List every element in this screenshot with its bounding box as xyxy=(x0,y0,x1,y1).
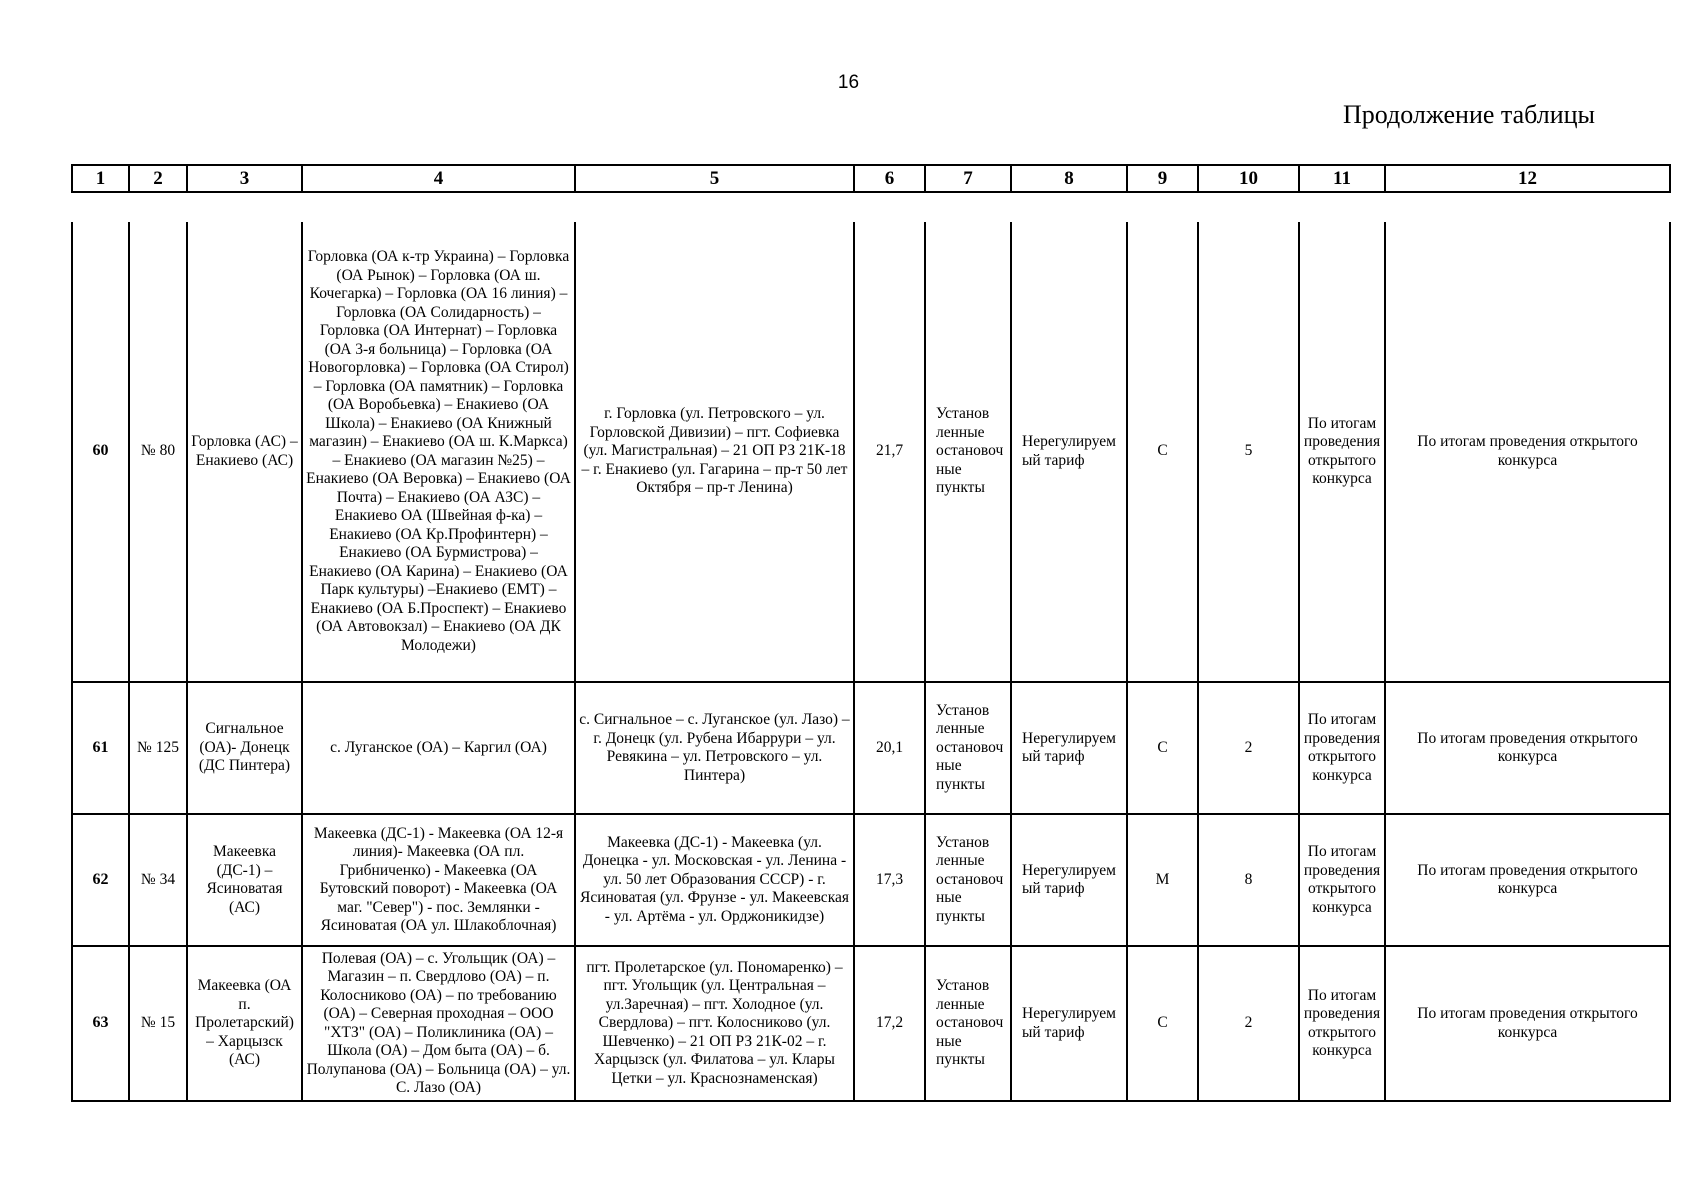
intermediate-stops: с. Луганское (ОА) – Каргил (ОА) xyxy=(302,682,575,814)
route-length: 21,7 xyxy=(854,222,925,682)
routes-table xyxy=(71,222,1671,1102)
table-row xyxy=(72,946,1670,1101)
route-streets: г. Горловка (ул. Петровского – ул. Горловской Дивизии) – пгт. Софиевка (ул. Магистральная) – 21 ОП РЗ 21К-18 – г. Енакиево (ул. Гагарина – пр-т 50 лет Октября – пр-т Ленина) xyxy=(575,222,854,682)
route-endpoints: Сигнальное (ОА)- Донецк (ДС Пинтера) xyxy=(187,682,302,814)
column-number: 10 xyxy=(1198,165,1299,192)
boarding-procedure: Установ ленные остановочные пункты xyxy=(925,222,1011,682)
route-streets: Макеевка (ДС-1) - Макеевка (ул. Донецка - ул. Московская - ул. Ленина - ул. 50 лет Образования СССР) - г. Ясиноватая (ул. Фрунзе - ул. Макеевская - ул. Артёма - ул. Орджоникидзе) xyxy=(575,814,854,946)
route-streets: пгт. Пролетарское (ул. Пономаренко) – пгт. Угольщик (ул. Центральная – ул.Заречная) – пгт. Холодное (ул. Свердлова) – пгт. Колосниково (ул. Шевченко) – 21 ОП РЗ 21К-02 – г. Харцызск (ул. Филатова – ул. Клары Цетки – ул. Краснознаменская) xyxy=(575,946,854,1101)
route-number: № 80 xyxy=(129,222,187,682)
column-number: 2 xyxy=(129,165,187,192)
intermediate-stops: Полевая (ОА) – с. Угольщик (ОА) – Магазин – п. Свердлово (ОА) – п. Колосниково (ОА) – по требованию (ОА) – Северная проходная – ООО "ХТЗ" (ОА) – Поликлиника (ОА) – Школа (ОА) – Дом быта (ОА) – б. Полупанова (ОА) – Больница (ОА) – ул. С. Лазо (ОА) xyxy=(302,946,575,1101)
table-row xyxy=(72,814,1670,946)
start-date: По итогам проведения открытого конкурса xyxy=(1299,222,1385,682)
start-date: По итогам проведения открытого конкурса xyxy=(1299,814,1385,946)
table-column-numbers xyxy=(71,164,1671,193)
tariff-type: Нерегулируемый тариф xyxy=(1011,682,1127,814)
column-number: 6 xyxy=(854,165,925,192)
route-number: № 34 xyxy=(129,814,187,946)
column-number: 8 xyxy=(1011,165,1127,192)
table-row xyxy=(72,222,1670,682)
vehicle-count: 2 xyxy=(1198,946,1299,1101)
column-number: 4 xyxy=(302,165,575,192)
column-number: 7 xyxy=(925,165,1011,192)
vehicle-class: С xyxy=(1127,222,1198,682)
route-length: 17,2 xyxy=(854,946,925,1101)
route-length: 20,1 xyxy=(854,682,925,814)
vehicle-count: 8 xyxy=(1198,814,1299,946)
route-streets: с. Сигнальное – с. Луганское (ул. Лазо) – г. Донецк (ул. Рубена Ибаррури – ул. Ревякина – ул. Петровского – ул. Пинтера) xyxy=(575,682,854,814)
tariff-type: Нерегулируемый тариф xyxy=(1011,946,1127,1101)
route-number: № 125 xyxy=(129,682,187,814)
carrier-info: По итогам проведения открытого конкурса xyxy=(1385,222,1670,682)
start-date: По итогам проведения открытого конкурса xyxy=(1299,682,1385,814)
route-length: 17,3 xyxy=(854,814,925,946)
column-number: 12 xyxy=(1385,165,1670,192)
vehicle-class: С xyxy=(1127,946,1198,1101)
intermediate-stops: Горловка (ОА к-тр Украина) – Горловка (ОА Рынок) – Горловка (ОА ш. Кочегарка) – Горловка (ОА 16 линия) – Горловка (ОА Солидарность) – Горловка (ОА Интернат) – Горловка (ОА 3-я больница) – Горловка (ОА Новогорловка) – Горловка (ОА Стирол) – Горловка (ОА памятник) – Горловка (ОА Воробьевка) – Енакиево (ОА Школа) – Енакиево (ОА Книжный магазин) – Енакиево (ОА ш. К.Маркса) – Енакиево (ОА магазин №25) – Енакиево (ОА Веровка) – Енакиево (ОА Почта) – Енакиево (ОА АЗС) – Енакиево ОА (Швейная ф-ка) – Енакиево (ОА Кр.Профинтерн) – Енакиево (ОА Бурмистрова) – Енакиево (ОА Карина) – Енакиево (ОА Парк культуры) –Енакиево (ЕМТ) – Енакиево (ОА Б.Проспект) – Енакиево (ОА Автовокзал) – Енакиево (ОА ДК Молодежи) xyxy=(302,222,575,682)
row-number: 63 xyxy=(72,946,129,1101)
header-row xyxy=(72,165,1670,192)
table-continuation-title: Продолжение таблицы xyxy=(1343,100,1595,129)
page-number: 16 xyxy=(837,72,860,93)
route-endpoints: Макеевка (ДС-1) – Ясиноватая (АС) xyxy=(187,814,302,946)
vehicle-class: С xyxy=(1127,682,1198,814)
carrier-info: По итогам проведения открытого конкурса xyxy=(1385,682,1670,814)
route-number: № 15 xyxy=(129,946,187,1101)
vehicle-count: 5 xyxy=(1198,222,1299,682)
tariff-type: Нерегулируемый тариф xyxy=(1011,222,1127,682)
intermediate-stops: Макеевка (ДС-1) - Макеевка (ОА 12-я линия)- Макеевка (ОА пл. Грибниченко) - Макеевка (ОА Бутовский поворот) - Макеевка (ОА маг. "Север") - пос. Землянки - Ясиноватая (ОА ул. Шлакоблочная) xyxy=(302,814,575,946)
carrier-info: По итогам проведения открытого конкурса xyxy=(1385,946,1670,1101)
boarding-procedure: Установ ленные остановочные пункты xyxy=(925,682,1011,814)
boarding-procedure: Установ ленные остановочные пункты xyxy=(925,946,1011,1101)
column-number: 1 xyxy=(72,165,129,192)
carrier-info: По итогам проведения открытого конкурса xyxy=(1385,814,1670,946)
row-number: 62 xyxy=(72,814,129,946)
row-number: 61 xyxy=(72,682,129,814)
column-number: 11 xyxy=(1299,165,1385,192)
column-number: 3 xyxy=(187,165,302,192)
vehicle-count: 2 xyxy=(1198,682,1299,814)
column-number: 5 xyxy=(575,165,854,192)
vehicle-class: М xyxy=(1127,814,1198,946)
row-number: 60 xyxy=(72,222,129,682)
start-date: По итогам проведения открытого конкурса xyxy=(1299,946,1385,1101)
column-number: 9 xyxy=(1127,165,1198,192)
tariff-type: Нерегулируемый тариф xyxy=(1011,814,1127,946)
boarding-procedure: Установ ленные остановочные пункты xyxy=(925,814,1011,946)
table-row xyxy=(72,682,1670,814)
route-endpoints: Макеевка (ОА п. Пролетарский) – Харцызск (АС) xyxy=(187,946,302,1101)
route-endpoints: Горловка (АС) – Енакиево (АС) xyxy=(187,222,302,682)
